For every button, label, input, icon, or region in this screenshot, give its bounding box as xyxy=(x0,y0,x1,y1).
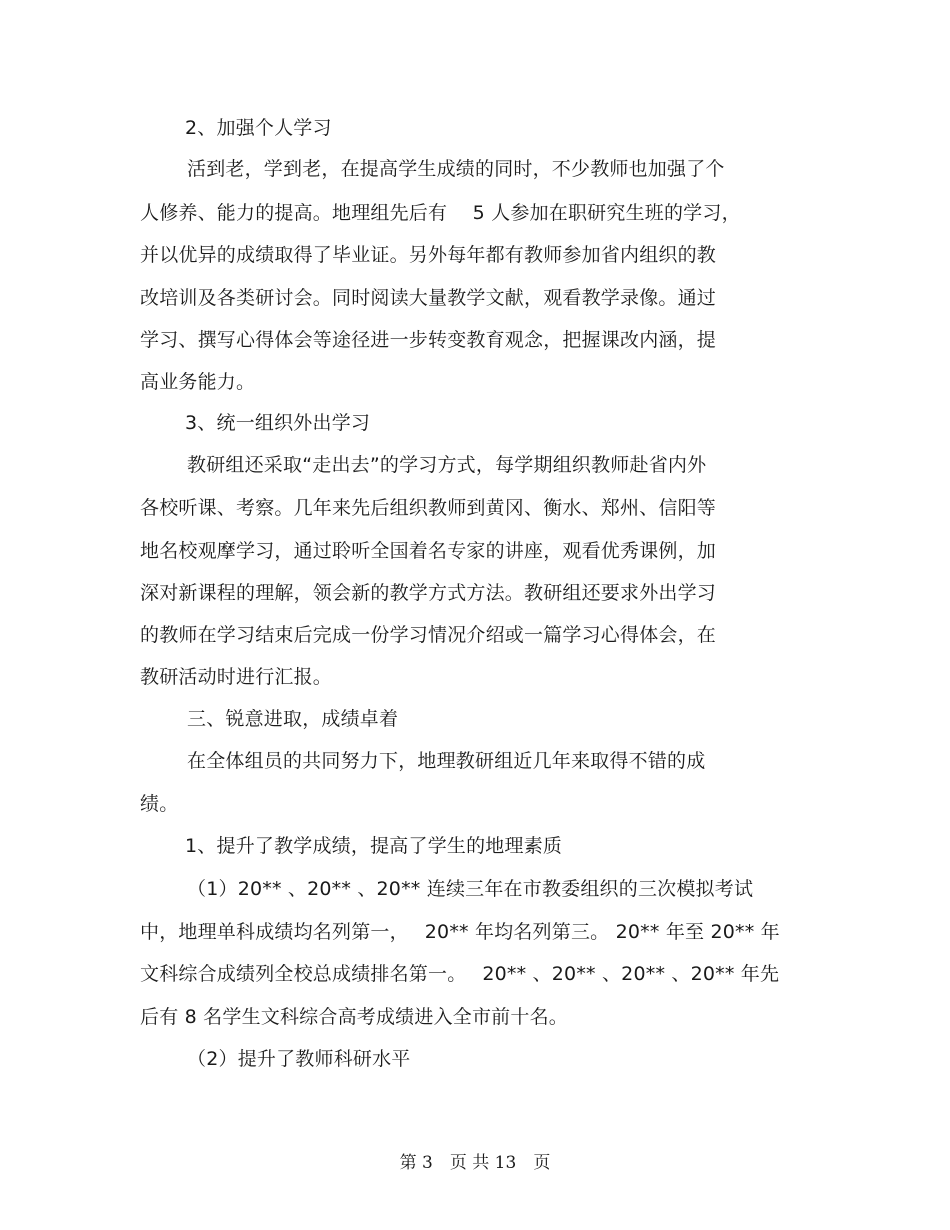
paragraph-line: 改培训及各类研讨会。同时阅读大量教学文献，观看教学录像。通过 xyxy=(140,287,717,309)
paragraph-line: 深对新课程的理解，领会新的教学方式方法。教研组还要求外出学习 xyxy=(140,582,717,604)
page-footer: 第 3 页 共 13 页 xyxy=(399,1153,551,1173)
paragraph-line: 并以优异的成绩取得了毕业证。另外每年都有教师参加省内组织的教 xyxy=(140,244,717,266)
paragraph-line: 在全体组员的共同努力下，地理教研组近几年来取得不错的成 xyxy=(187,750,706,772)
paragraph-line: 绩。 xyxy=(140,793,179,815)
paragraph-line: 地名校观摩学习，通过聆听全国着名专家的讲座，观看优秀课例，加 xyxy=(140,540,717,562)
paragraph-line: 文科综合成绩列全校总成绩排名第一。 20** 、20** 、20** 、20** 年先 xyxy=(140,963,780,985)
paragraph-line: 高业务能力。 xyxy=(140,371,256,393)
paragraph-line: 教研组还采取“走出去”的学习方式，每学期组织教师赴省内外 xyxy=(187,454,707,476)
paragraph-line: 人修养、能力的提高。地理组先后有 5 人参加在职研究生班的学习， xyxy=(140,202,741,224)
section-heading: （2）提升了教师科研水平 xyxy=(187,1048,411,1070)
section-heading: 1、提升了教学成绩，提高了学生的地理素质 xyxy=(185,835,563,857)
section-heading: 3、统一组织外出学习 xyxy=(185,412,371,434)
paragraph-line: 的教师在学习结束后完成一份学习情况介绍或一篇学习心得体会，在 xyxy=(140,624,717,646)
section-heading: 2、加强个人学习 xyxy=(185,117,332,139)
paragraph-line: 教研活动时进行汇报。 xyxy=(140,666,333,688)
paragraph-line: 中，地理单科成绩均名列第一， 20** 年均名列第三。 20** 年至 20** 年 xyxy=(140,921,780,943)
paragraph-line: 后有 8 名学生文科综合高考成绩进入全市前十名。 xyxy=(140,1006,568,1028)
paragraph-line: 学习、撰写心得体会等途径进一步转变教育观念，把握课改内涵，提 xyxy=(140,329,717,351)
paragraph-line: 活到老，学到老，在提高学生成绩的同时，不少教师也加强了个 xyxy=(187,158,725,180)
paragraph-line: （1）20** 、20** 、20** 连续三年在市教委组织的三次模拟考试 xyxy=(187,878,754,900)
section-heading: 三、锐意进取，成绩卓着 xyxy=(187,708,399,730)
paragraph-line: 各校听课、考察。几年来先后组织教师到黄冈、衡水、郑州、信阳等 xyxy=(140,497,717,519)
